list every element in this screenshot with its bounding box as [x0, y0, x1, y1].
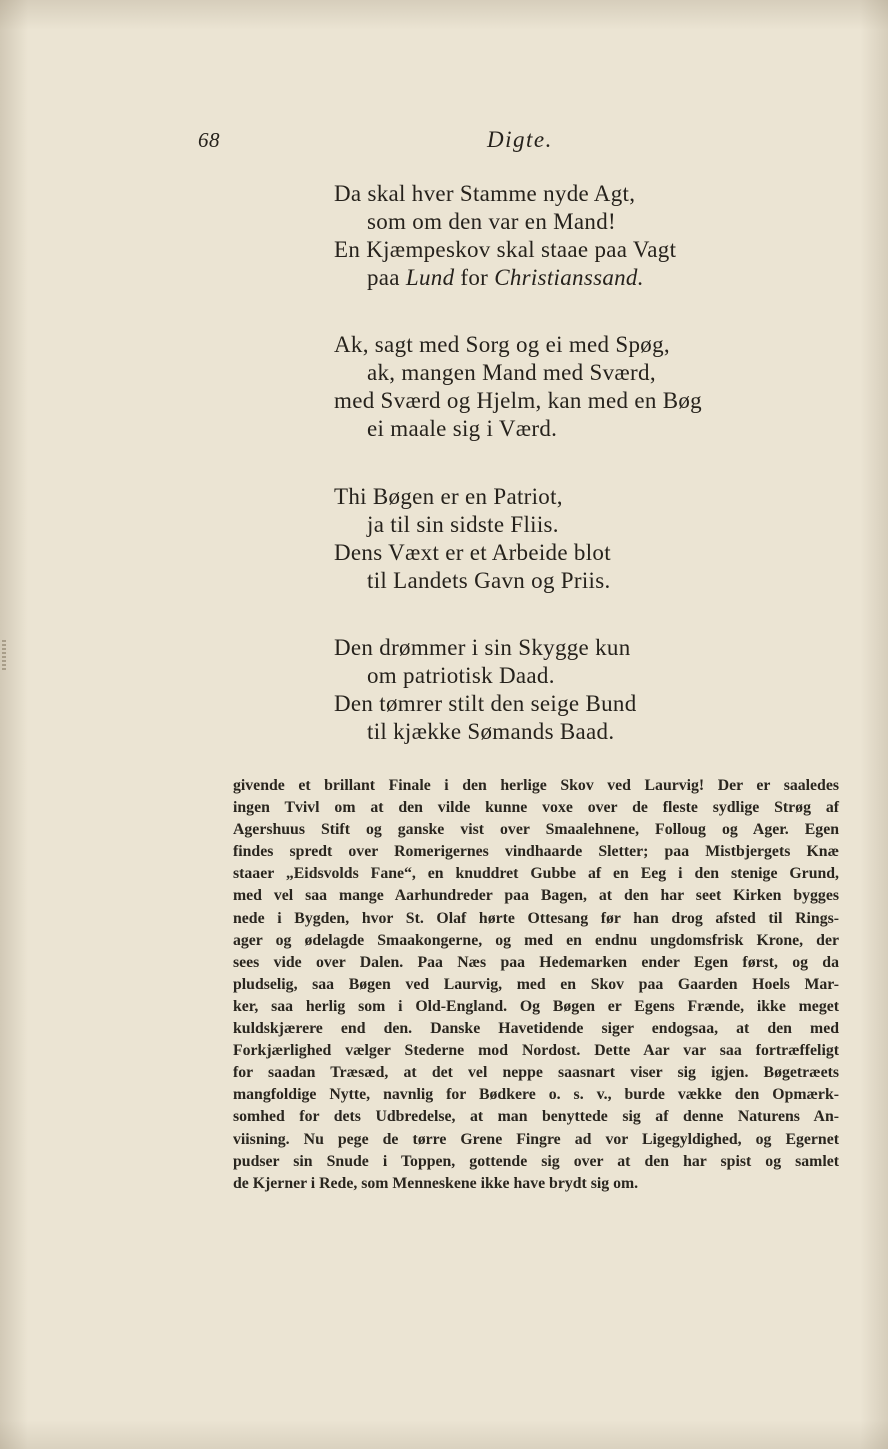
prose-line: kuldskjærere end den. Danske Havetidende siger endogsaa, at den med [233, 1020, 839, 1038]
prose-line: Agershuus Stift og ganske vist over Smaalehnene, Folloug og Ager. Egen [233, 821, 839, 839]
verse-line: Den tømrer stilt den seige Bund [334, 691, 637, 716]
verse-text: paa [367, 265, 406, 290]
prose-line: sees vide over Dalen. Paa Næs paa Hedemarken ender Egen først, og da [233, 953, 839, 971]
prose-line: mangfoldige Nytte, navnlig for Bødkere o. s. v., burde vække den Opmærk- [233, 1086, 839, 1104]
verse-line: om patriotisk Daad. [367, 663, 555, 688]
running-title: Digte. [487, 127, 553, 152]
page-edge-mark [2, 640, 6, 670]
prose-line: for saadan Træsæd, at det vel neppe saasnart viser sig igjen. Bøgetræets [233, 1064, 839, 1082]
verse-line: Den drømmer i sin Skygge kun [334, 635, 631, 660]
verse-line: til kjække Sømands Baad. [367, 719, 615, 744]
prose-line: viisning. Nu pege de tørre Grene Fingre ad vor Ligegyldighed, og Egernet [233, 1130, 839, 1148]
prose-line: med vel saa mange Aarhundreder paa Bagen, at den har seet Kirken bygges [233, 887, 839, 905]
prose-line: somhed for dets Udbredelse, at man benyttede sig af denne Naturens An- [233, 1108, 839, 1126]
verse-line: ei maale sig i Værd. [367, 416, 558, 441]
poem-stanza-2 [334, 331, 754, 443]
prose-line: findes spredt over Romerigernes vindhaarde Sletter; paa Mistbjergets Knæ [233, 843, 839, 861]
verse-line [334, 264, 754, 292]
verse-line: Thi Bøgen er en Patriot, [334, 484, 563, 509]
prose-line: ager og ødelagde Smaakongerne, og med en endnu ungdomsfrisk Krone, der [233, 931, 839, 949]
place-name-christianssand: Christianssand. [494, 265, 644, 290]
verse-line: Ak, sagt med Sorg og ei med Spøg, [334, 332, 670, 357]
verse-line: ja til sin sidste Fliis. [367, 512, 559, 537]
prose-note [233, 775, 839, 1195]
prose-line: ker, saa herlig som i Old-England. Og Bøgen er Egens Frænde, ikke meget [233, 997, 839, 1015]
poem-stanza-3 [334, 483, 754, 595]
poem-stanza-1 [334, 180, 754, 292]
prose-line: Forkjærlighed vælger Stederne mod Nordost. Dette Aar var saa fortræffeligt [233, 1042, 839, 1060]
verse-line: Da skal hver Stamme nyde Agt, [334, 181, 636, 206]
prose-line: de Kjerner i Rede, som Menneskene ikke have brydt sig om. [233, 1174, 639, 1192]
poem-stanza-4 [334, 634, 754, 746]
verse-line: til Landets Gavn og Priis. [367, 568, 611, 593]
prose-line: pudser sin Snude i Toppen, gottende sig over at den har spist og samlet [233, 1152, 839, 1170]
verse-line: ak, mangen Mand med Sværd, [367, 360, 656, 385]
verse-line: med Sværd og Hjelm, kan med en Bøg [334, 388, 702, 413]
place-name-lund: Lund [405, 265, 455, 290]
verse-line: En Kjæmpeskov skal staae paa Vagt [334, 237, 677, 262]
verse-line: Dens Væxt er et Arbeide blot [334, 540, 611, 565]
verse-line: som om den var en Mand! [367, 209, 616, 234]
prose-line: nede i Bygden, hvor St. Olaf hørte Ottesang før han drog afsted til Rings- [233, 909, 839, 927]
page-number: 68 [198, 128, 220, 152]
verse-text: for [454, 265, 495, 290]
prose-line: staaer „Eidsvolds Fane“, en knuddret Gubbe af en Eeg i den stenige Grund, [233, 865, 839, 883]
prose-line: pludselig, saa Bøgen ved Laurvig, med en Skov paa Gaarden Hoels Mar- [233, 975, 839, 993]
prose-line: givende et brillant Finale i den herlige Skov ved Laurvig! Der er saaledes [233, 777, 839, 794]
prose-line: ingen Tvivl om at den vilde kunne voxe over de fleste sydlige Strøg af [233, 799, 839, 817]
